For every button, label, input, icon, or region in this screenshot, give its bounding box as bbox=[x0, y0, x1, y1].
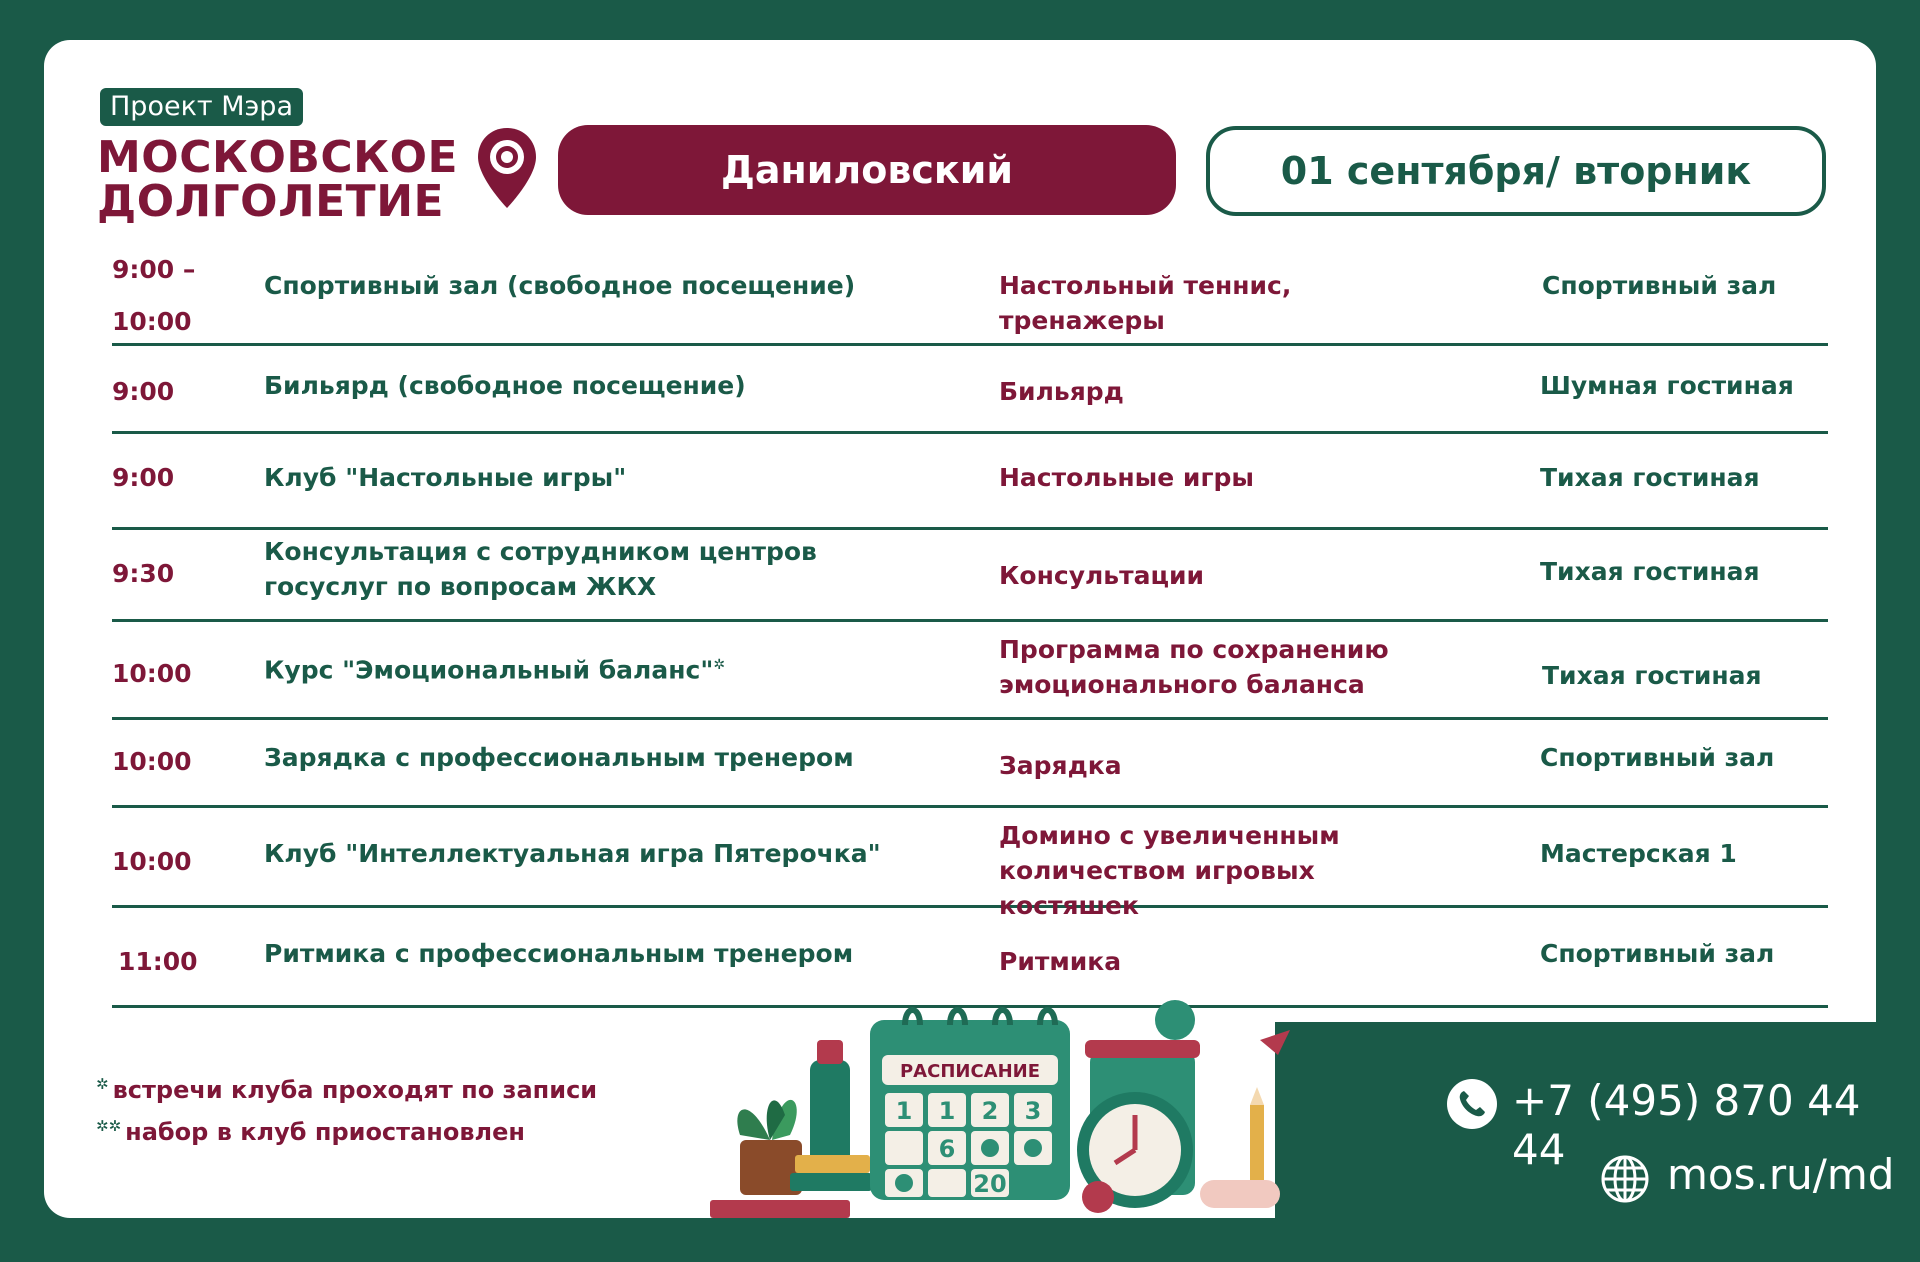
row-title: Бильярд (свободное посещение) bbox=[264, 371, 746, 400]
row-type: Настольный теннис, тренажеры bbox=[999, 271, 1292, 335]
row-room: Тихая гостиная bbox=[1540, 557, 1760, 586]
booking-mark-icon: ✲ bbox=[713, 657, 726, 673]
row-title bbox=[264, 648, 964, 687]
row-type: Ритмика bbox=[999, 947, 1122, 976]
row-time: 10:00 bbox=[112, 747, 192, 776]
footnotes bbox=[96, 1066, 597, 1150]
row-type: Программа по сохранению эмоционального баланса bbox=[999, 635, 1389, 699]
row-type: Зарядка bbox=[999, 751, 1122, 780]
row-room: Спортивный зал bbox=[1540, 743, 1775, 772]
table-row bbox=[112, 622, 1828, 720]
row-type: Домино с увеличенным количеством игровых костяшек bbox=[999, 821, 1340, 920]
table-row bbox=[112, 434, 1828, 530]
row-room: Тихая гостиная bbox=[1542, 661, 1762, 690]
table-row bbox=[112, 720, 1828, 808]
row-room: Мастерская 1 bbox=[1540, 839, 1737, 868]
logo-line-1: МОСКОВСКОЕ bbox=[97, 132, 459, 183]
location-pin-icon bbox=[476, 126, 538, 210]
district-name: Даниловский bbox=[558, 125, 1176, 215]
row-time: 10:00 bbox=[112, 659, 192, 688]
row-room: Спортивный зал bbox=[1542, 271, 1777, 300]
row-time: 10:00 bbox=[112, 847, 192, 876]
table-row bbox=[112, 346, 1828, 434]
date-label: 01 сентября/ вторник bbox=[1206, 126, 1826, 216]
calendar-day: 1 bbox=[938, 1097, 956, 1125]
double-asterisk-icon: ✲✲ bbox=[96, 1117, 122, 1135]
schedule-illustration bbox=[690, 985, 1310, 1225]
asterisk-icon: ✲ bbox=[96, 1075, 109, 1093]
row-time: 9:00 bbox=[112, 377, 175, 406]
logo-line-2: ДОЛГОЛЕТИЕ bbox=[97, 176, 445, 227]
row-title: Зарядка с профессиональным тренером bbox=[264, 743, 854, 772]
calendar-day: 3 bbox=[1024, 1097, 1042, 1125]
project-badge: Проект Мэра bbox=[100, 88, 303, 126]
row-title-text: Курс "Эмоциональный баланс" bbox=[264, 655, 714, 685]
footnote-booking: ✲ встречи клуба проходят по записи bbox=[96, 1075, 598, 1104]
row-title: Ритмика с профессиональным тренером bbox=[264, 939, 854, 968]
table-row bbox=[112, 808, 1828, 920]
row-room: Спортивный зал bbox=[1540, 939, 1775, 968]
row-title: Спортивный зал (свободное посещение) bbox=[264, 271, 856, 300]
row-room: Тихая гостиная bbox=[1540, 463, 1760, 492]
globe-icon bbox=[1600, 1154, 1650, 1204]
calendar-day: 20 bbox=[973, 1170, 1007, 1198]
row-type: Консультации bbox=[999, 561, 1205, 590]
row-time: 9:30 bbox=[112, 559, 175, 588]
row-time: 9:00 bbox=[112, 463, 175, 492]
row-title: Клуб "Интеллектуальная игра Пятерочка" bbox=[264, 839, 881, 868]
calendar-title: РАСПИСАНИЕ bbox=[899, 1061, 1041, 1082]
phone-icon bbox=[1446, 1078, 1498, 1130]
table-row bbox=[112, 530, 1828, 622]
phone-number[interactable]: +7 (495) 870 44 44 bbox=[1512, 1076, 1861, 1174]
row-title: Консультация с сотрудником центров госуслуг по вопросам ЖКХ bbox=[264, 537, 817, 601]
row-title: Клуб "Настольные игры" bbox=[264, 463, 627, 492]
calendar-day: 1 bbox=[895, 1097, 913, 1125]
row-time: 9:00 – 10:00 bbox=[112, 255, 196, 336]
footnote-closed: ✲✲ набор в клуб приостановлен bbox=[96, 1117, 525, 1146]
calendar-day: 6 bbox=[938, 1135, 956, 1163]
website-link[interactable]: mos.ru/md bbox=[1667, 1150, 1895, 1199]
row-time: 11:00 bbox=[118, 947, 198, 976]
table-row bbox=[112, 240, 1828, 346]
row-type: Бильярд bbox=[999, 377, 1124, 406]
row-room: Шумная гостиная bbox=[1540, 371, 1794, 400]
calendar-day: 2 bbox=[981, 1097, 999, 1125]
row-type: Настольные игры bbox=[999, 463, 1255, 492]
